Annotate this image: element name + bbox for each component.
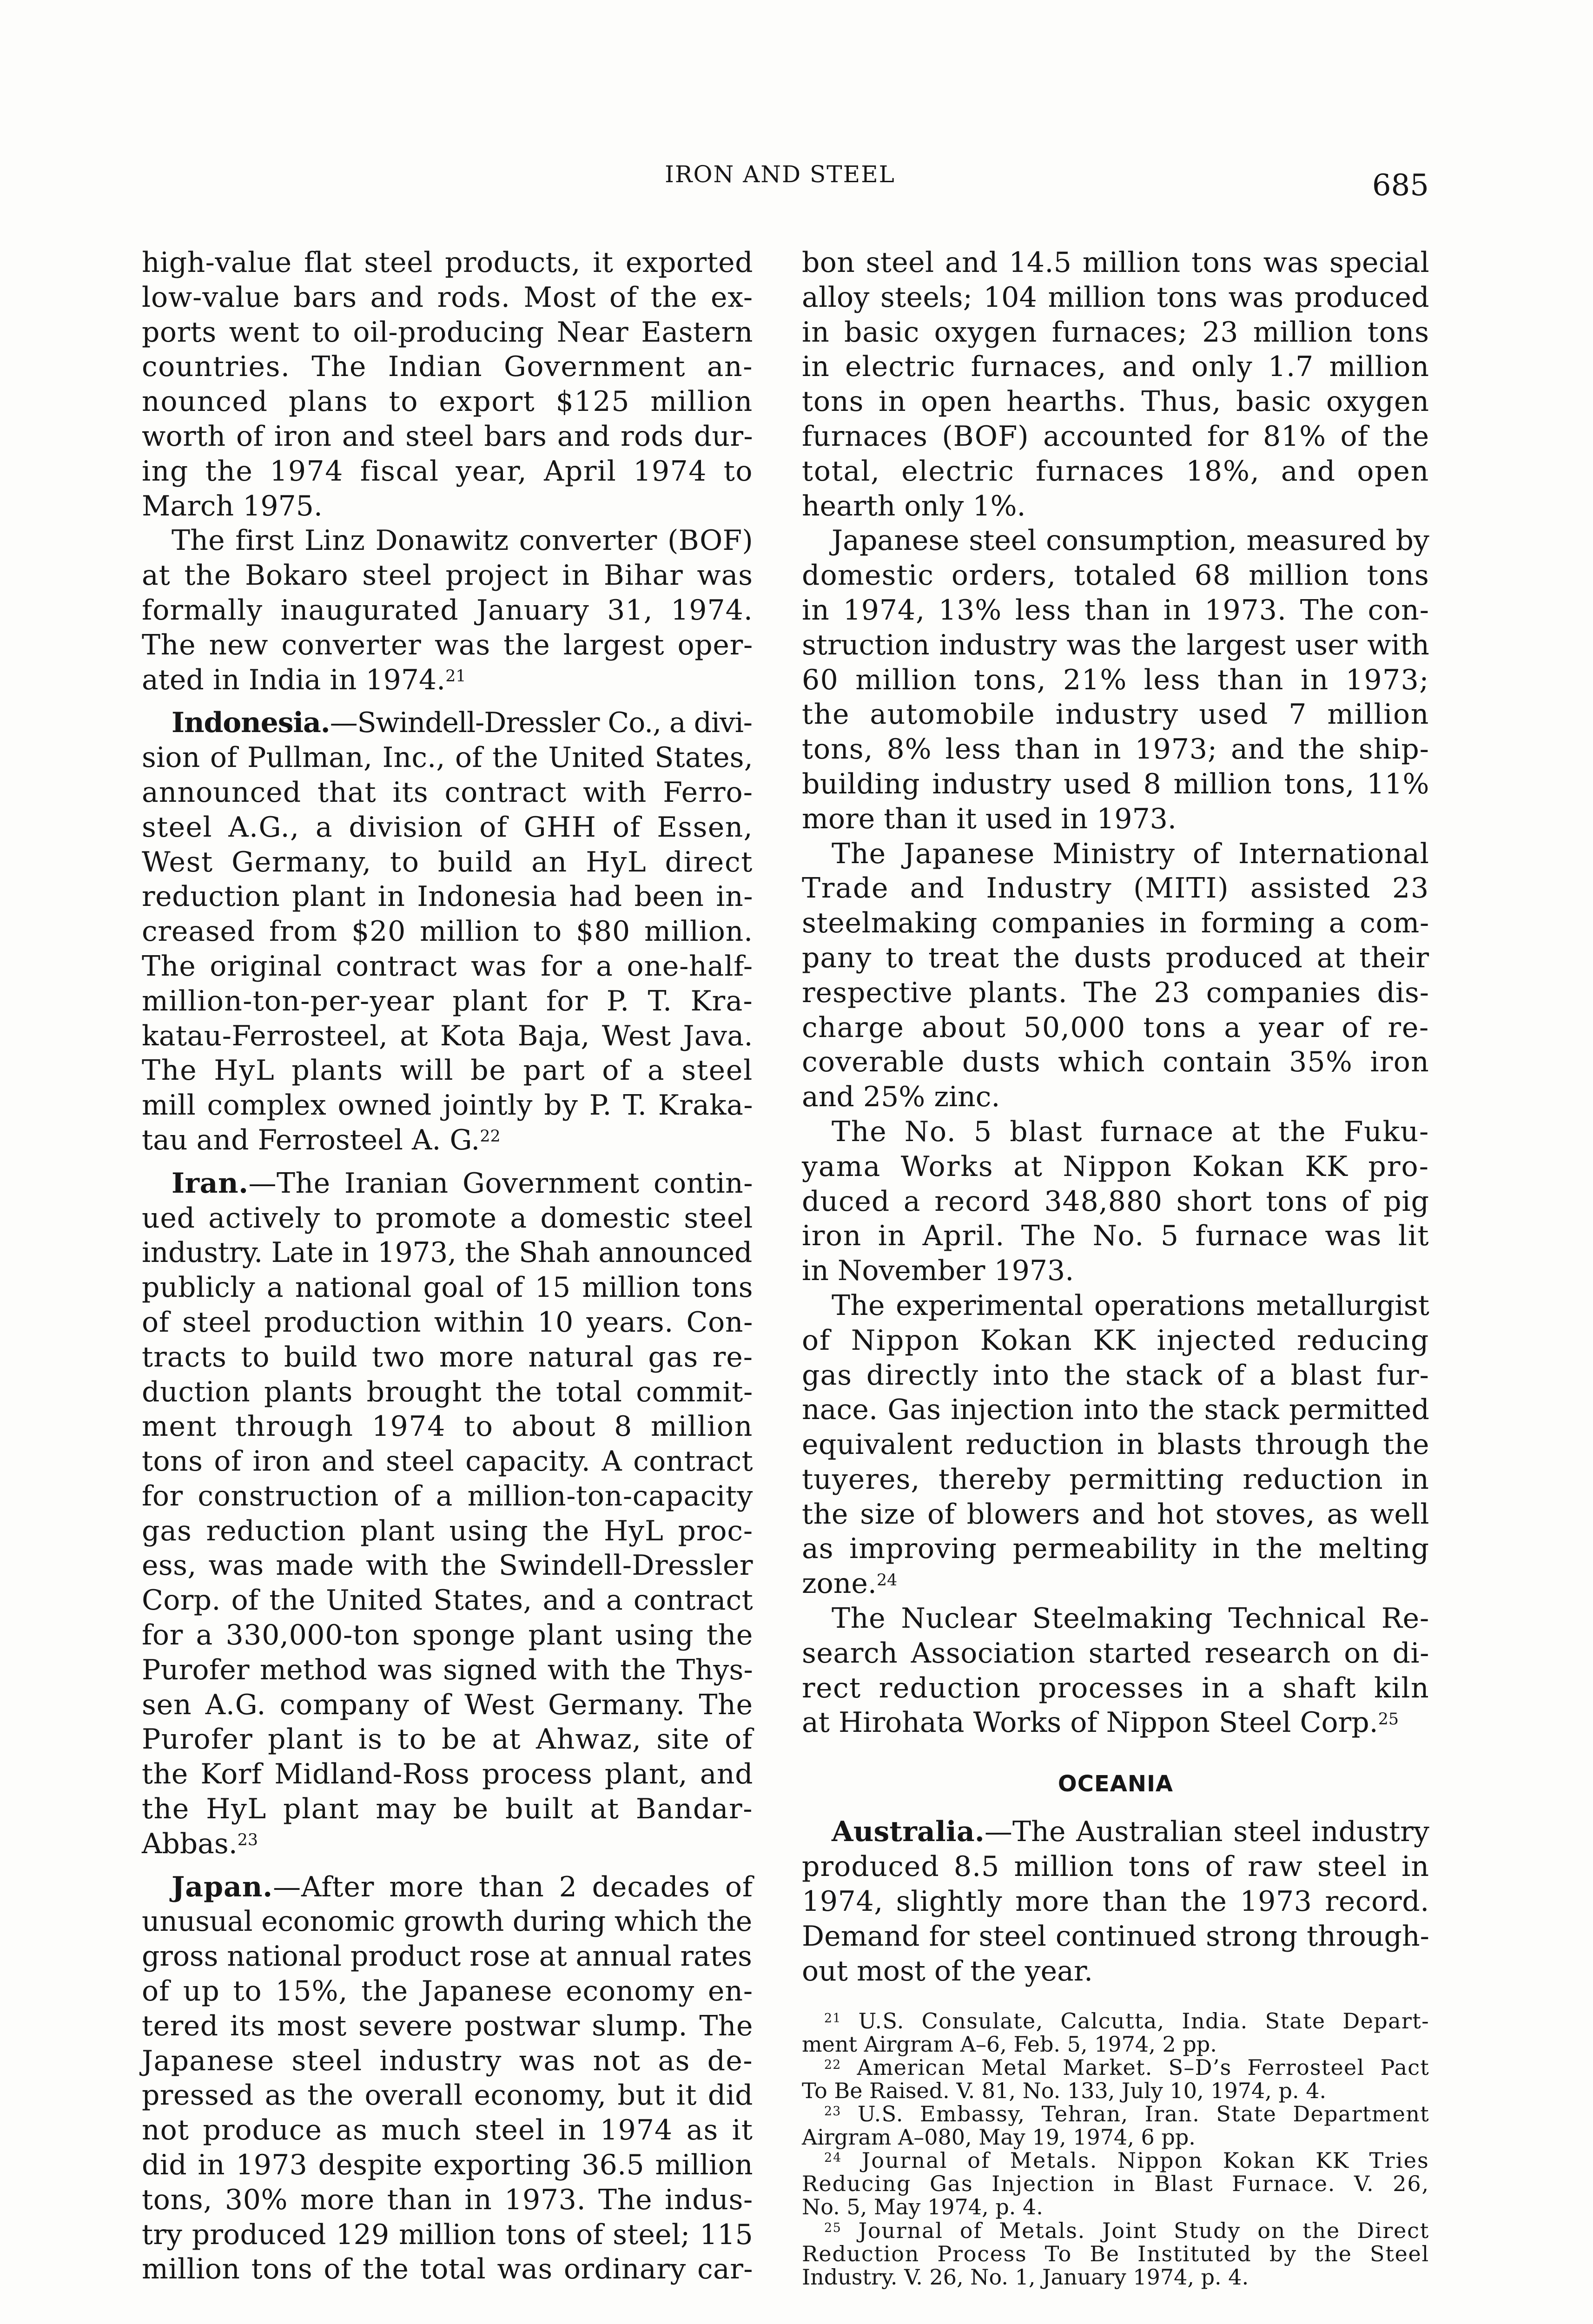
footnote-ref: 22: [480, 1127, 501, 1146]
text-line: [802, 245, 1429, 280]
line-text: Purofer plant is to be at Ahwaz, site of: [142, 1723, 753, 1756]
footnote-text: Airgram A–080, May 19, 1974, 6 pp.: [802, 2125, 1196, 2150]
line-text: The first Linz Donawitz converter (BOF): [172, 524, 753, 557]
paragraph: [142, 1166, 753, 1862]
text-line: [142, 2148, 753, 2183]
footnote: [802, 2056, 1429, 2102]
text-line: [142, 1479, 753, 1514]
line-text: West Germany, to build an HyL direct: [142, 845, 753, 878]
text-line: [802, 1636, 1429, 1671]
right-column: [802, 245, 1429, 2289]
line-text: at Hirohata Works of Nippon Steel Corp.$^{25}$: [802, 1706, 1399, 1739]
text-line: [802, 697, 1429, 732]
line-text: tons, 30% more than in 1973. The indus-: [142, 2183, 753, 2216]
line-text: coverable dusts which contain 35% iron: [802, 1046, 1429, 1079]
line-text: Abbas.$^{23}$: [142, 1827, 258, 1860]
line-text: rect reduction processes in a shaft kiln: [802, 1671, 1429, 1704]
text-line: [142, 1088, 753, 1123]
text-line: [802, 1219, 1429, 1254]
text-line: [142, 384, 753, 419]
line-text: produced 8.5 million tons of raw steel in: [802, 1850, 1429, 1883]
run-in-heading: Iran.: [172, 1167, 249, 1200]
paragraph: [142, 523, 753, 697]
line-text: tau and Ferrosteel A. G.$^{22}$: [142, 1123, 501, 1156]
footnote-text: $^{23}$ U.S. Embassy, Tehran, Iran. State Department: [824, 2101, 1429, 2127]
text-line: [802, 315, 1429, 350]
footnote-line: [802, 2009, 1429, 2033]
text-line: [802, 1254, 1429, 1288]
line-text: alloy steels; 104 million tons was produced: [802, 281, 1429, 314]
text-line: [802, 1601, 1429, 1636]
section-text: [802, 1815, 1429, 1988]
line-text: building industry used 8 million tons, 11%: [802, 767, 1429, 800]
line-text: struction industry was the largest user with: [802, 628, 1429, 661]
text-line: [802, 1288, 1429, 1323]
footnote-text: To Be Raised. V. 81, No. 133, July 10, 1974, p. 4.: [802, 2078, 1327, 2103]
run-in-heading: Indonesia.: [172, 706, 330, 739]
text-line: [142, 523, 753, 558]
line-text: for a 330,000-ton sponge plant using the: [142, 1619, 753, 1652]
line-text: equivalent reduction in blasts through the: [802, 1428, 1429, 1461]
text-line: [142, 593, 753, 628]
left-column: [142, 245, 753, 2287]
line-text: domestic orders, totaled 68 million tons: [802, 559, 1429, 592]
line-text: formally inaugurated January 31, 1974.: [142, 594, 753, 627]
text-line: [142, 419, 753, 454]
text-line: [802, 871, 1429, 906]
text-line: [802, 1815, 1429, 1849]
line-text: out most of the year.: [802, 1954, 1093, 1987]
line-text: million-ton-per-year plant for P. T. Kra-: [142, 984, 753, 1017]
paragraph: [802, 1815, 1429, 1988]
text-line: [802, 1919, 1429, 1954]
footnote-text: Reduction Process To Be Instituted by the Steel: [802, 2241, 1429, 2266]
line-text: high-value flat steel products, it exported: [142, 246, 753, 279]
run-in-heading: Japan.: [172, 1870, 273, 1903]
line-text: duced a record 348,880 short tons of pig: [802, 1185, 1429, 1218]
footnote-line: [802, 2149, 1429, 2172]
line-text: the Korf Midland-Ross process plant, and: [142, 1758, 753, 1791]
line-text: for construction of a million-ton-capacity: [142, 1479, 753, 1512]
text-line: [142, 558, 753, 593]
line-text: The new converter was the largest oper-: [142, 628, 753, 661]
footnote: [802, 2009, 1429, 2056]
line-text: steelmaking companies in forming a com-: [802, 907, 1429, 940]
text-line: [142, 1688, 753, 1723]
text-line: [142, 489, 753, 524]
line-text: in 1974, 13% less than in 1973. The con-: [802, 594, 1429, 627]
line-text: hearth only 1%.: [802, 489, 1026, 522]
footnote-number: 21: [824, 2011, 841, 2026]
line-text: Purofer method was signed with the Thys-: [142, 1653, 753, 1686]
page-number: 685: [1372, 168, 1429, 203]
text-line: [142, 1722, 753, 1757]
text-line: [142, 1019, 753, 1054]
line-text: duction plants brought the total commit-: [142, 1375, 753, 1408]
line-text: not produce as much steel in 1974 as it: [142, 2114, 753, 2147]
text-line: [142, 2183, 753, 2218]
line-text: tracts to build two more natural gas re-: [142, 1340, 753, 1373]
footnote-text: $^{24}$ Journal of Metals. Nippon Kokan KK Tries: [824, 2148, 1429, 2173]
line-text: gas reduction plant using the HyL proc-: [142, 1514, 753, 1547]
text-line: [142, 350, 753, 384]
text-line: [802, 837, 1429, 872]
footnote-text: $^{22}$ American Metal Market. S–D’s Ferrosteel Pact: [824, 2054, 1429, 2080]
line-text: the size of blowers and hot stoves, as well: [802, 1498, 1429, 1531]
text-line: [142, 454, 753, 489]
footnote-line: [802, 2219, 1429, 2242]
text-line: [142, 280, 753, 315]
text-line: [802, 280, 1429, 315]
text-line: [802, 906, 1429, 941]
line-text: ports went to oil-producing Near Eastern: [142, 316, 753, 349]
line-text: reduction plant in Indonesia had been in-: [142, 880, 753, 913]
paragraph: [802, 1601, 1429, 1740]
footnote-ref: 24: [876, 1571, 898, 1590]
text-line: [802, 732, 1429, 767]
text-line: [802, 1115, 1429, 1149]
line-text: the HyL plant may be built at Bandar-: [142, 1793, 753, 1826]
text-line: [142, 1870, 753, 1905]
text-line: [802, 1884, 1429, 1919]
text-line: [802, 1358, 1429, 1393]
text-line: [142, 245, 753, 280]
line-text: ess, was made with the Swindell-Dressler: [142, 1549, 753, 1582]
text-line: [142, 1792, 753, 1827]
line-text: as improving permeability in the melting: [802, 1532, 1429, 1565]
line-text: and 25% zinc.: [802, 1081, 1000, 1114]
line-text: did in 1973 despite exporting 36.5 million: [142, 2149, 753, 2182]
footnote: [802, 2102, 1429, 2149]
line-text: iron in April. The No. 5 furnace was lit: [802, 1220, 1429, 1253]
line-text: charge about 50,000 tons a year of re-: [802, 1011, 1429, 1044]
line-text: tons of iron and steel capacity. A contract: [142, 1445, 753, 1478]
paragraph: [142, 706, 753, 1157]
line-text: bon steel and 14.5 million tons was special: [802, 246, 1429, 279]
text-line: [802, 1705, 1429, 1740]
footnote-text: $^{25}$ Journal of Metals. Joint Study on the Direct: [824, 2218, 1429, 2243]
line-text: Indonesia.—Swindell-Dressler Co., a divi-: [172, 706, 752, 739]
line-text: March 1975.: [142, 489, 323, 522]
text-line: [142, 1409, 753, 1444]
text-line: [142, 2044, 753, 2079]
line-text: Japan.—After more than 2 decades of: [172, 1870, 753, 1903]
line-text: The No. 5 blast furnace at the Fuku-: [832, 1115, 1429, 1148]
line-text: nace. Gas injection into the stack permitted: [802, 1393, 1429, 1426]
footnote-number: 24: [824, 2151, 842, 2166]
footnote-number: 23: [824, 2104, 841, 2119]
line-text: in November 1973.: [802, 1254, 1074, 1287]
section-heading: OCEANIA: [1058, 1770, 1174, 1797]
footnote-text: No. 5, May 1974, p. 4.: [802, 2194, 1043, 2220]
text-line: [142, 1166, 753, 1201]
line-text: steel A.G., a division of GHH of Essen,: [142, 811, 753, 844]
text-line: [142, 1827, 753, 1862]
footnote-line: [802, 2172, 1429, 2195]
text-line: [142, 1548, 753, 1583]
footnote-line: [802, 2079, 1429, 2102]
text-line: [802, 767, 1429, 802]
line-text: zone.$^{24}$: [802, 1567, 898, 1600]
line-text: pany to treat the dusts produced at their: [802, 941, 1429, 974]
text-line: [802, 419, 1429, 454]
line-text: respective plants. The 23 companies dis-: [802, 976, 1429, 1009]
footnote-text: $^{21}$ U.S. Consulate, Calcutta, India. State Depart-: [824, 2008, 1430, 2034]
footnote-text: ment Airgram A–6, Feb. 5, 1974, 2 pp.: [802, 2031, 1217, 2057]
line-text: of Nippon Kokan KK injected reducing: [802, 1324, 1429, 1357]
line-text: katau-Ferrosteel, at Kota Baja, West Java.: [142, 1019, 753, 1052]
line-text: million tons of the total was ordinary car-: [142, 2253, 753, 2286]
line-text: publicly a national goal of 15 million tons: [142, 1271, 753, 1304]
text-line: [142, 879, 753, 914]
line-text: announced that its contract with Ferro-: [142, 776, 753, 809]
line-text: gas directly into the stack of a blast fur-: [802, 1359, 1429, 1392]
line-text: unusual economic growth during which the: [142, 1905, 752, 1938]
text-line: [802, 593, 1429, 628]
text-line: [142, 1305, 753, 1340]
line-text: creased from $20 million to $80 million.: [142, 915, 753, 948]
footnote-ref: 21: [445, 667, 466, 686]
line-text: try produced 129 million tons of steel; 115: [142, 2218, 753, 2251]
footnote-ref: 25: [1378, 1710, 1399, 1729]
line-text: tons in open hearths. Thus, basic oxygen: [802, 385, 1429, 418]
text-line: [802, 1462, 1429, 1497]
text-line: [142, 914, 753, 949]
paragraph: [802, 1115, 1429, 1288]
line-text: countries. The Indian Government an-: [142, 350, 753, 383]
text-line: [802, 1954, 1429, 1989]
text-line: [142, 1270, 753, 1305]
text-line: [802, 1671, 1429, 1706]
line-text: Japanese steel industry was not as de-: [142, 2044, 753, 2077]
text-line: [142, 2009, 753, 2044]
footnote-line: [802, 2033, 1429, 2056]
text-line: [142, 1939, 753, 1974]
text-line: [802, 350, 1429, 384]
run-in-heading: Australia.: [832, 1816, 985, 1849]
line-text: ated in India in 1974.21: [142, 663, 466, 696]
text-line: [142, 1757, 753, 1792]
text-line: [802, 1566, 1429, 1601]
footnote-ref: 23: [237, 1831, 258, 1850]
line-text: Iran.—The Iranian Government contin-: [172, 1167, 753, 1200]
line-text: ued actively to promote a domestic steel: [142, 1202, 753, 1235]
line-text: yama Works at Nippon Kokan KK pro-: [802, 1150, 1429, 1183]
text-line: [142, 2113, 753, 2148]
text-line: [142, 1618, 753, 1653]
line-text: tered its most severe postwar slump. The: [142, 2009, 753, 2042]
line-text: The original contract was for a one-half-: [142, 950, 753, 983]
line-text: in electric furnaces, and only 1.7 million: [802, 350, 1429, 383]
footnote-line: [802, 2195, 1429, 2218]
line-text: Japanese steel consumption, measured by: [832, 524, 1429, 557]
running-title: IRON AND STEEL: [665, 161, 895, 188]
text-line: [802, 663, 1429, 698]
line-text: pressed as the overall economy, but it did: [142, 2079, 753, 2112]
paragraph: [802, 1288, 1429, 1601]
line-text: of steel production within 10 years. Con-: [142, 1306, 753, 1339]
text-line: [142, 706, 753, 740]
text-line: [142, 1653, 753, 1688]
line-text: gross national product rose at annual rates: [142, 1940, 752, 1973]
text-line: [142, 1444, 753, 1479]
line-text: ment through 1974 to about 8 million: [142, 1410, 753, 1443]
text-line: [802, 1427, 1429, 1462]
line-text: The HyL plants will be part of a steel: [142, 1054, 753, 1087]
text-line: [142, 1583, 753, 1618]
text-line: [802, 558, 1429, 593]
line-text: tuyeres, thereby permitting reduction in: [802, 1463, 1429, 1496]
paragraph: [802, 523, 1429, 836]
line-text: Trade and Industry (MITI) assisted 23: [802, 872, 1429, 905]
line-text: Corp. of the United States, and a contract: [142, 1584, 753, 1617]
footnote-line: [802, 2056, 1429, 2079]
footnote-number: 22: [824, 2058, 841, 2073]
footnote-line: [802, 2102, 1429, 2126]
text-line: [802, 1532, 1429, 1566]
text-line: [142, 1974, 753, 2009]
text-line: [142, 949, 753, 984]
line-text: Australia.—The Australian steel industry: [832, 1816, 1429, 1849]
text-line: [802, 523, 1429, 558]
text-line: [142, 628, 753, 663]
line-text: low-value bars and rods. Most of the ex-: [142, 281, 753, 314]
text-line: [142, 845, 753, 880]
line-text: The experimental operations metallurgist: [832, 1289, 1429, 1322]
text-line: [142, 1375, 753, 1410]
line-text: ing the 1974 fiscal year, April 1974 to: [142, 455, 753, 488]
text-line: [142, 810, 753, 845]
text-line: [142, 1235, 753, 1270]
paragraph: [802, 837, 1429, 1115]
text-line: [142, 1053, 753, 1088]
line-text: mill complex owned jointly by P. T. Kraka-: [142, 1089, 753, 1122]
line-text: nounced plans to export $125 million: [142, 385, 753, 418]
line-text: Demand for steel continued strong through-: [802, 1920, 1429, 1953]
text-line: [142, 984, 753, 1019]
text-line: [142, 1514, 753, 1549]
text-line: [802, 1184, 1429, 1219]
text-line: [142, 1123, 753, 1158]
footnote-text: Industry. V. 26, No. 1, January 1974, p. 4.: [802, 2264, 1249, 2290]
text-line: [142, 1904, 753, 1939]
text-line: [802, 454, 1429, 489]
text-line: [802, 1497, 1429, 1532]
right-column-text: [802, 245, 1429, 1740]
paragraph: [802, 245, 1429, 523]
paragraph: [142, 245, 753, 523]
line-text: of up to 15%, the Japanese economy en-: [142, 1975, 753, 2008]
line-text: sion of Pullman, Inc., of the United States,: [142, 741, 753, 774]
line-text: sen A.G. company of West Germany. The: [142, 1688, 753, 1721]
line-text: furnaces (BOF) accounted for 81% of the: [802, 420, 1429, 453]
text-line: [802, 1010, 1429, 1045]
text-line: [142, 2078, 753, 2113]
paragraph: [142, 1870, 753, 2287]
line-text: total, electric furnaces 18%, and open: [802, 455, 1429, 488]
line-text: tons, 8% less than in 1973; and the ship-: [802, 733, 1429, 766]
text-line: [802, 802, 1429, 837]
footnote: [802, 2149, 1429, 2218]
text-line: [802, 1080, 1429, 1115]
text-line: [802, 1045, 1429, 1080]
footnotes: [802, 2009, 1429, 2289]
text-line: [802, 1323, 1429, 1358]
text-line: [802, 1849, 1429, 1884]
text-line: [802, 628, 1429, 663]
line-text: The Japanese Ministry of International: [832, 837, 1429, 870]
line-text: 60 million tons, 21% less than in 1973;: [802, 663, 1429, 696]
footnote-line: [802, 2265, 1429, 2289]
text-line: [142, 315, 753, 350]
footnote: [802, 2219, 1429, 2289]
footnote-line: [802, 2242, 1429, 2265]
line-text: more than it used in 1973.: [802, 802, 1177, 835]
footnote-line: [802, 2126, 1429, 2149]
text-line: [802, 976, 1429, 1010]
text-line: [802, 489, 1429, 524]
line-text: industry. Late in 1973, the Shah announced: [142, 1236, 752, 1269]
line-text: at the Bokaro steel project in Bihar was: [142, 559, 753, 592]
text-line: [142, 2252, 753, 2287]
text-line: [142, 663, 753, 698]
text-line: [142, 2218, 753, 2252]
text-line: [142, 1201, 753, 1236]
line-text: The Nuclear Steelmaking Technical Re-: [832, 1602, 1429, 1635]
line-text: search Association started research on di-: [802, 1637, 1429, 1670]
text-line: [142, 740, 753, 775]
footnote-text: Reducing Gas Injection in Blast Furnace. V. 26,: [802, 2171, 1429, 2197]
text-line: [802, 941, 1429, 976]
footnote-number: 25: [824, 2220, 842, 2235]
text-line: [142, 775, 753, 810]
line-text: the automobile industry used 7 million: [802, 698, 1429, 731]
line-text: in basic oxygen furnaces; 23 million tons: [802, 316, 1429, 349]
text-line: [802, 384, 1429, 419]
line-text: 1974, slightly more than the 1973 record.: [802, 1885, 1429, 1918]
text-line: [802, 1393, 1429, 1427]
text-line: [802, 1149, 1429, 1184]
text-line: [142, 1340, 753, 1375]
line-text: worth of iron and steel bars and rods dur-: [142, 420, 753, 453]
